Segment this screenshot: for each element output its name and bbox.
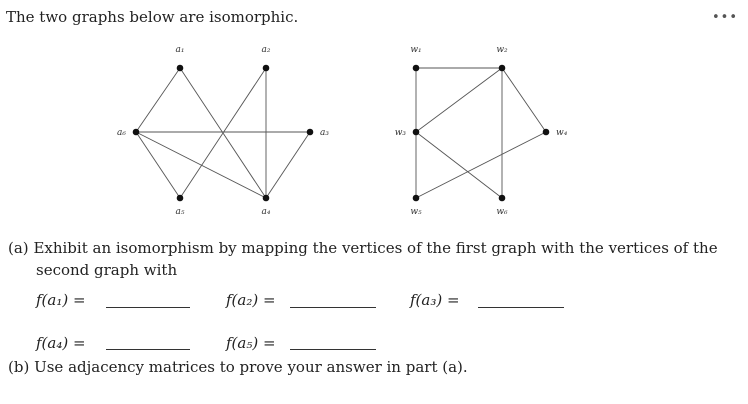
part-a-text: Exhibit an isomorphism by mapping the vertices of the first graph with the vertices of the <box>33 239 718 257</box>
graph-1-label-a5: a₅ <box>175 207 185 217</box>
f-a1-blank[interactable] <box>106 307 190 308</box>
graph-2 <box>395 45 568 217</box>
f-a3-blank[interactable] <box>478 307 564 308</box>
graph-1-vertex-a5 <box>177 195 184 202</box>
graph-2-edge-w3-w6 <box>416 132 502 198</box>
f-a1-label: f(a₁) = <box>36 291 86 309</box>
part-b-label: (b) <box>8 358 30 376</box>
graph-1-vertex-a4 <box>263 195 270 202</box>
part-b-text: Use adjacency matrices to prove your answer in part (a). <box>34 358 468 376</box>
f-a3-label: f(a₃) = <box>410 291 460 309</box>
f-a4-blank[interactable] <box>106 349 190 350</box>
graph-2-vertex-w6 <box>499 195 506 202</box>
graph-2-edge-w2-w4 <box>502 68 546 132</box>
graph-2-label-w4: w₄ <box>556 128 568 138</box>
f-a2-label: f(a₂) = <box>226 291 276 309</box>
more-horizontal-icon[interactable]: ••• <box>712 10 739 25</box>
graph-2-edge-w5-w4 <box>416 132 546 198</box>
f-a5-label: f(a₅) = <box>226 334 276 352</box>
f-a5-blank[interactable] <box>290 349 376 350</box>
part-a-line-1 <box>8 239 718 257</box>
graph-2-vertex-w3 <box>413 129 420 136</box>
graph-1-edge-a6-a4 <box>136 132 266 198</box>
graph-2-vertex-w4 <box>543 129 550 136</box>
graph-1-label-a1: a₁ <box>175 45 185 55</box>
graph-2-label-w3: w₃ <box>394 128 406 138</box>
graph-2-edge-w2-w3 <box>416 68 502 132</box>
graph-2-vertex-w1 <box>413 65 420 72</box>
graph-2-vertex-w5 <box>413 195 420 202</box>
f-a2-blank[interactable] <box>290 307 376 308</box>
graph-2-label-w2: w₂ <box>496 45 508 55</box>
graph-1-vertex-a2 <box>263 65 270 72</box>
graph-1 <box>117 45 329 217</box>
part-a-label: (a) <box>8 239 29 257</box>
graph-1-edge-a6-a5 <box>136 132 180 198</box>
graph-1-label-a3: a₃ <box>320 128 329 138</box>
graph-2-label-w5: w₅ <box>410 207 422 217</box>
graph-2-vertex-w2 <box>499 65 506 72</box>
graph-2-label-w6: w₆ <box>496 207 508 217</box>
graph-1-vertex-a3 <box>307 129 314 136</box>
graph-1-label-a4: a₄ <box>261 207 271 217</box>
graph-1-label-a2: a₂ <box>261 45 271 55</box>
part-a-text-2: second graph with <box>36 261 178 279</box>
graph-1-edge-a4-a3 <box>266 132 310 198</box>
intro-text: The two graphs below are isomorphic. <box>6 8 299 26</box>
part-b-line <box>8 358 468 376</box>
graph-1-vertex-a6 <box>133 129 140 136</box>
graph-1-label-a6: a₆ <box>117 128 126 138</box>
f-a4-label: f(a₄) = <box>36 334 86 352</box>
graph-1-vertex-a1 <box>177 65 184 72</box>
graph-2-label-w1: w₁ <box>410 45 422 55</box>
graph-1-edge-a1-a6 <box>136 68 180 132</box>
